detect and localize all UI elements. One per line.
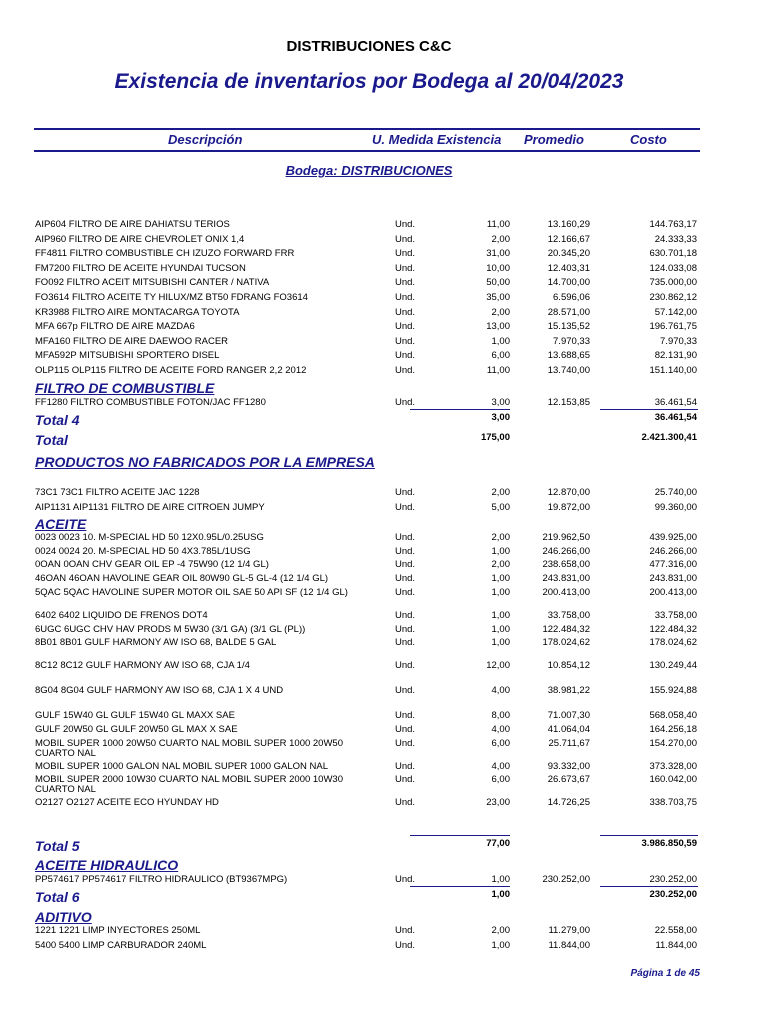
bodega-label: Bodega: DISTRIBUCIONES (285, 163, 453, 178)
group-aceite-hidraulico: ACEITE HIDRAULICO (35, 857, 179, 873)
row-unit: Und. (395, 277, 416, 289)
row-desc: MFA160 FILTRO DE AIRE DAEWOO RACER (35, 335, 229, 347)
row-cost: 155.924,88 (649, 685, 697, 697)
row-prom: 13.160,29 (547, 219, 590, 230)
row-cost: 160.042,00 (649, 774, 697, 786)
row-cost: 439.925,00 (649, 532, 697, 543)
row-cost: 99.360,00 (654, 501, 697, 513)
row-cost: 11.844,00 (655, 939, 697, 951)
row-unit: Und. (395, 365, 416, 376)
row-unit: Und. (395, 321, 416, 333)
row-unit: Und. (395, 637, 416, 649)
row-exist: 1,00 (491, 637, 510, 649)
row-desc: 8C12 8C12 GULF HARMONY AW ISO 68, CJA 1/4 (35, 660, 250, 672)
grand-total-exist: 175,00 (480, 432, 510, 443)
row-prom: 25.711,67 (548, 737, 590, 749)
row-desc: GULF 20W50 GL GULF 20W50 GL MAX X SAE (35, 723, 238, 735)
row-exist: 8,00 (491, 710, 510, 722)
row-prom: 20.345,20 (547, 248, 590, 260)
row-exist: 2,00 (491, 532, 510, 543)
row-unit: Und. (395, 760, 416, 772)
row-unit: Und. (395, 501, 416, 513)
total-4-cost: 36.461,54 (654, 412, 697, 423)
row-cost: 57.142,00 (654, 306, 697, 318)
row-unit: Und. (395, 737, 416, 749)
row-desc: FO092 FILTRO ACEIT MITSUBISHI CANTER / NATIVA (35, 277, 270, 289)
row-exist: 2,00 (491, 487, 510, 498)
row-unit: Und. (395, 306, 416, 318)
row-desc: O2127 O2127 ACEITE ECO HYUNDAY HD (35, 797, 219, 809)
row-unit: Und. (395, 559, 416, 571)
row-desc: FO3614 FILTRO ACEITE TY HILUX/MZ BT50 FDRANG FO3614 (35, 292, 308, 303)
row-cost: 25.740,00 (654, 487, 697, 498)
total-6-exist: 1,00 (491, 889, 510, 900)
row-unit: Und. (395, 532, 416, 543)
row-exist: 12,00 (486, 660, 510, 672)
row-prom: 10.854,12 (547, 660, 590, 672)
row-cost: 124.033,08 (649, 262, 697, 274)
group-filtro-combustible: FILTRO DE COMBUSTIBLE (35, 380, 215, 396)
row-desc: MOBIL SUPER 2000 10W30 CUARTO NAL MOBIL SUPER 2000 10W30 CUARTO NAL (35, 774, 343, 796)
row-prom: 11.279,00 (548, 925, 590, 936)
grand-total-cost: 2.421.300,41 (641, 432, 697, 443)
row-prom: 33.758,00 (547, 609, 590, 621)
row-unit: Und. (395, 925, 416, 936)
row-desc: 0023 0023 10. M-SPECIAL HD 50 12X0.95L/0.25USG (35, 532, 264, 543)
row-desc: 8G04 8G04 GULF HARMONY AW ISO 68, CJA 1 X 4 UND (35, 685, 284, 697)
row-prom: 15.135,52 (547, 321, 590, 333)
subtotal-rule (410, 409, 510, 410)
row-prom: 38.981,22 (547, 685, 590, 697)
row-unit: Und. (395, 487, 416, 498)
row-cost: 477.316,00 (649, 559, 697, 571)
row-unit: Und. (395, 248, 416, 260)
row-cost: 243.831,00 (649, 573, 697, 585)
row-prom: 219.962,50 (542, 532, 590, 543)
row-cost: 630.701,18 (649, 248, 697, 260)
row-desc: KR3988 FILTRO AIRE MONTACARGA TOYOTA (35, 306, 240, 318)
row-exist: 1,00 (491, 874, 510, 885)
row-prom: 13.688,65 (547, 350, 590, 362)
row-unit: Und. (395, 774, 416, 786)
row-exist: 4,00 (491, 685, 510, 697)
row-prom: 14.700,00 (547, 277, 590, 289)
row-cost: 178.024,62 (649, 637, 697, 649)
row-desc: GULF 15W40 GL GULF 15W40 GL MAXX SAE (35, 710, 235, 722)
row-cost: 230.862,12 (649, 292, 697, 303)
grand-total-label: Total (35, 432, 68, 448)
row-prom: 11.844,00 (548, 939, 590, 951)
row-exist: 1,00 (491, 623, 510, 635)
row-unit: Und. (395, 397, 416, 408)
row-exist: 4,00 (491, 723, 510, 735)
row-prom: 12.153,85 (547, 397, 590, 408)
row-prom: 14.726,25 (547, 797, 590, 809)
row-cost: 338.703,75 (649, 797, 697, 809)
row-cost: 151.140,00 (649, 365, 697, 376)
subtotal-rule (600, 409, 698, 410)
row-prom: 19.872,00 (547, 501, 590, 513)
row-unit: Und. (395, 660, 416, 672)
row-desc: 5QAC 5QAC HAVOLINE SUPER MOTOR OIL SAE 50 API SF (12 1/4 GL) (35, 586, 348, 598)
row-cost: 735.000,00 (649, 277, 697, 289)
row-exist: 5,00 (491, 501, 510, 513)
row-prom: 93.332,00 (547, 760, 590, 772)
row-prom: 41.064,04 (547, 723, 590, 735)
row-exist: 31,00 (486, 248, 510, 260)
row-prom: 246.266,00 (542, 545, 590, 557)
row-cost: 200.413,00 (649, 586, 697, 598)
row-exist: 1,00 (491, 939, 510, 951)
row-cost: 154.270,00 (649, 737, 697, 749)
row-prom: 12.870,00 (547, 487, 590, 498)
row-unit: Und. (395, 350, 416, 362)
row-prom: 71.007,30 (547, 710, 590, 722)
report-title: Existencia de inventarios por Bodega al 20/04/2023 (114, 70, 624, 93)
header-top-rule (34, 128, 700, 130)
row-cost: 144.763,17 (649, 219, 697, 230)
total-5-cost: 3.986.850,59 (641, 838, 697, 849)
total-5-exist: 77,00 (486, 838, 510, 849)
col-header-promedio: Promedio (524, 132, 584, 147)
group-aceite: ACEITE (35, 516, 87, 532)
row-exist: 50,00 (486, 277, 510, 289)
row-unit: Und. (395, 335, 416, 347)
row-exist: 11,00 (486, 219, 510, 230)
row-prom: 28.571,00 (547, 306, 590, 318)
row-exist: 2,00 (491, 925, 510, 936)
row-prom: 12.166,67 (547, 233, 590, 245)
row-prom: 26.673,67 (547, 774, 590, 786)
group-productos-no-fabricados: PRODUCTOS NO FABRICADOS POR LA EMPRESA (35, 454, 375, 470)
row-unit: Und. (395, 623, 416, 635)
col-header-unidad-existencia: U. Medida Existencia (372, 132, 502, 147)
row-exist: 1,00 (491, 545, 510, 557)
row-cost: 24.333,33 (654, 233, 697, 245)
row-cost: 246.266,00 (649, 545, 697, 557)
row-desc: MFA 667p FILTRO DE AIRE MAZDA6 (35, 321, 195, 333)
row-unit: Und. (395, 262, 416, 274)
header-bottom-rule (34, 150, 700, 152)
row-prom: 122.484,32 (542, 623, 590, 635)
row-desc: 8B01 8B01 GULF HARMONY AW ISO 68, BALDE 5 GAL (35, 637, 277, 649)
row-desc: FF1280 FILTRO COMBUSTIBLE FOTON/JAC FF1280 (35, 397, 266, 408)
total-6-cost: 230.252,00 (649, 889, 697, 900)
total-5-label: Total 5 (35, 838, 80, 854)
row-exist: 11,00 (486, 365, 510, 376)
row-prom: 178.024,62 (542, 637, 590, 649)
row-cost: 568.058,40 (649, 710, 697, 722)
row-exist: 1,00 (491, 586, 510, 598)
row-prom: 230.252,00 (542, 874, 590, 885)
row-desc: 1221 1221 LIMP INYECTORES 250ML (35, 925, 201, 936)
row-cost: 230.252,00 (649, 874, 697, 885)
row-unit: Und. (395, 292, 416, 303)
row-desc: 6UGC 6UGC CHV HAV PRODS M 5W30 (3/1 GA) (3/1 GL (PL)) (35, 623, 306, 635)
row-desc: MOBIL SUPER 1000 GALON NAL MOBIL SUPER 1000 GALON NAL (35, 760, 329, 772)
row-desc: 73C1 73C1 FILTRO ACEITE JAC 1228 (35, 487, 200, 498)
col-header-costo: Costo (630, 132, 667, 147)
row-exist: 1,00 (491, 609, 510, 621)
subtotal-rule (410, 886, 510, 887)
row-unit: Und. (395, 233, 416, 245)
row-desc: AIP604 FILTRO DE AIRE DAHIATSU TERIOS (35, 219, 230, 230)
total-6-label: Total 6 (35, 889, 80, 905)
row-unit: Und. (395, 609, 416, 621)
row-cost: 33.758,00 (654, 609, 697, 621)
row-exist: 1,00 (491, 573, 510, 585)
row-prom: 13.740,00 (547, 365, 590, 376)
row-exist: 23,00 (486, 797, 510, 809)
row-cost: 22.558,00 (654, 925, 697, 936)
total-4-label: Total 4 (35, 412, 80, 428)
row-desc: AIP1131 AIP1131 FILTRO DE AIRE CITROEN JUMPY (35, 501, 265, 513)
row-exist: 2,00 (491, 306, 510, 318)
row-prom: 6.596,06 (553, 292, 590, 303)
subtotal-rule (600, 886, 698, 887)
row-unit: Und. (395, 573, 416, 585)
page-number: Página 1 de 45 (630, 968, 700, 979)
row-desc: 0OAN 0OAN CHV GEAR OIL EP -4 75W90 (12 1/4 GL) (35, 559, 269, 571)
row-desc: MOBIL SUPER 1000 20W50 CUARTO NAL MOBIL SUPER 1000 20W50 CUARTO NAL (35, 737, 343, 759)
row-unit: Und. (395, 874, 416, 885)
row-desc: FF4811 FILTRO COMBUSTIBLE CH IZUZO FORWARD FRR (35, 248, 295, 260)
row-exist: 4,00 (491, 760, 510, 772)
row-desc: 6402 6402 LIQUIDO DE FRENOS DOT4 (35, 609, 208, 621)
row-exist: 35,00 (486, 292, 510, 303)
row-desc: AIP960 FILTRO DE AIRE CHEVROLET ONIX 1,4 (35, 233, 245, 245)
row-cost: 196.761,75 (649, 321, 697, 333)
row-prom: 238.658,00 (542, 559, 590, 571)
row-unit: Und. (395, 685, 416, 697)
subtotal-rule (410, 835, 510, 836)
row-cost: 36.461,54 (654, 397, 697, 408)
row-exist: 2,00 (491, 559, 510, 571)
row-cost: 82.131,90 (654, 350, 697, 362)
row-prom: 7.970,33 (553, 335, 590, 347)
row-exist: 10,00 (486, 262, 510, 274)
row-unit: Und. (395, 219, 416, 230)
row-cost: 7.970,33 (660, 335, 697, 347)
row-prom: 200.413,00 (542, 586, 590, 598)
row-cost: 122.484,32 (649, 623, 697, 635)
col-header-descripcion: Descripción (168, 132, 243, 147)
row-desc: FM7200 FILTRO DE ACEITE HYUNDAI TUCSON (35, 262, 246, 274)
row-unit: Und. (395, 710, 416, 722)
row-prom: 12.403,31 (547, 262, 590, 274)
total-4-exist: 3,00 (491, 412, 510, 423)
row-desc: MFA592P MITSUBISHI SPORTERO DISEL (35, 350, 220, 362)
row-exist: 6,00 (491, 774, 510, 786)
row-exist: 3,00 (491, 397, 510, 408)
subtotal-rule (600, 835, 698, 836)
row-exist: 6,00 (491, 737, 510, 749)
row-unit: Und. (395, 545, 416, 557)
row-cost: 164.256,18 (649, 723, 697, 735)
row-cost: 373.328,00 (649, 760, 697, 772)
company-name: DISTRIBUCIONES C&C (286, 38, 452, 55)
row-desc: PP574617 PP574617 FILTRO HIDRAULICO (BT9367MPG) (35, 874, 288, 885)
row-unit: Und. (395, 586, 416, 598)
row-desc: 5400 5400 LIMP CARBURADOR 240ML (35, 939, 207, 951)
row-unit: Und. (395, 939, 416, 951)
row-unit: Und. (395, 723, 416, 735)
row-exist: 1,00 (491, 335, 510, 347)
row-desc: 46OAN 46OAN HAVOLINE GEAR OIL 80W90 GL-5 GL-4 (12 1/4 GL) (35, 573, 329, 585)
row-exist: 2,00 (491, 233, 510, 245)
row-exist: 13,00 (486, 321, 510, 333)
row-exist: 6,00 (491, 350, 510, 362)
row-prom: 243.831,00 (542, 573, 590, 585)
group-aditivo: ADITIVO (35, 909, 92, 925)
row-desc: 0024 0024 20. M-SPECIAL HD 50 4X3.785L/1USG (35, 545, 251, 557)
row-cost: 130.249,44 (649, 660, 697, 672)
row-desc: OLP115 OLP115 FILTRO DE ACEITE FORD RANGER 2,2 2012 (35, 365, 307, 376)
row-unit: Und. (395, 797, 416, 809)
